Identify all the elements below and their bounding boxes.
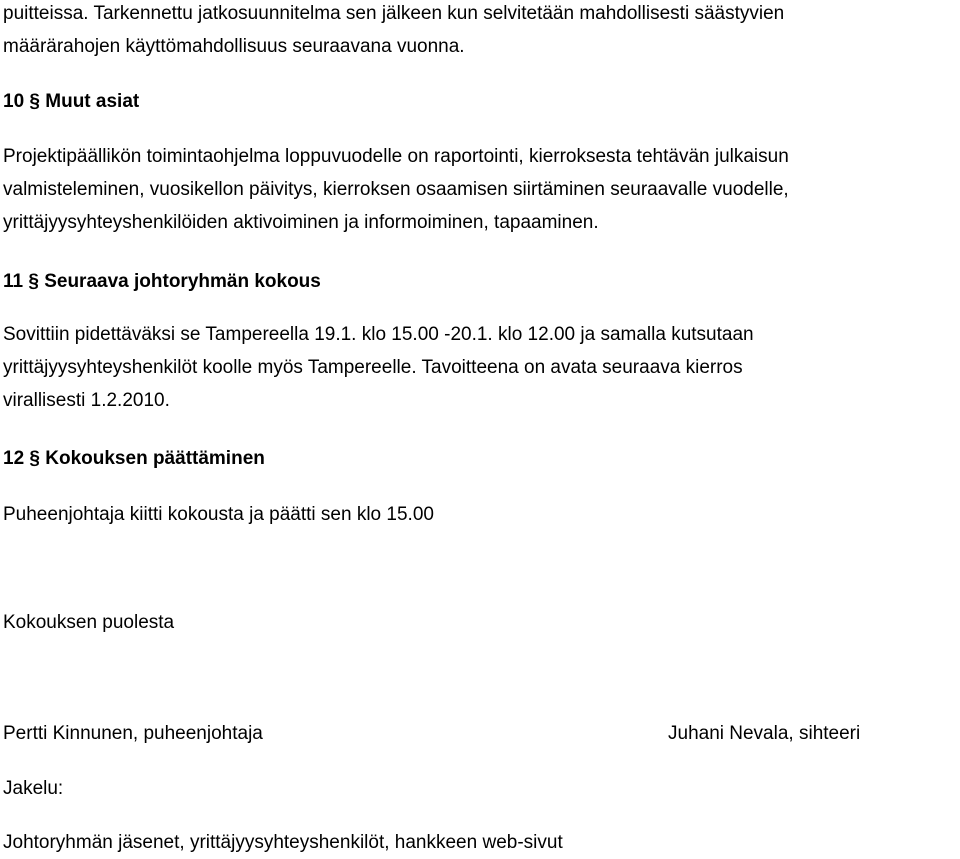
distribution-label [3, 772, 953, 805]
section-10-line-2: valmisteleminen, vuosikellon päivitys, kierroksen osaamisen siirtäminen seuraavalle vuodelle, [3, 179, 789, 200]
section-10-line-3: yrittäjyysyhteyshenkilöiden aktivoiminen ja informoiminen, tapaaminen. [3, 212, 599, 233]
section-11-line-3: virallisesti 1.2.2010. [3, 390, 170, 411]
on-behalf-text: Kokouksen puolesta [3, 612, 175, 633]
distribution-label-text: Jakelu: [3, 778, 64, 799]
section-11-heading: 11 § Seuraava johtoryhmän kokous [3, 271, 321, 292]
chair-signature: Pertti Kinnunen, puheenjohtaja [3, 723, 263, 744]
on-behalf-label [3, 606, 953, 639]
section-10-paragraph [3, 140, 953, 239]
section-11-paragraph [3, 318, 953, 417]
section-12-paragraph [3, 498, 953, 531]
section-11-line-1: Sovittiin pidettäväksi se Tampereella 19.1. klo 15.00 -20.1. klo 12.00 ja samalla kutsutaan [3, 324, 754, 345]
section-11-line-2: yrittäjyysyhteyshenkilöt koolle myös Tampereelle. Tavoitteena on avata seuraava kierros [3, 357, 743, 378]
distribution-recipients [3, 826, 953, 859]
section-12-text: Puheenjohtaja kiitti kokousta ja päätti sen klo 15.00 [3, 504, 434, 525]
secretary-signature: Juhani Nevala, sihteeri [668, 723, 861, 744]
intro-line-2: määrärahojen käyttömahdollisuus seuraavana vuonna. [3, 36, 465, 57]
section-10-heading: 10 § Muut asiat [3, 91, 140, 112]
intro-line-1: puitteissa. Tarkennettu jatkosuunnitelma sen jälkeen kun selvitetään mahdollisesti säästyvien [3, 3, 785, 24]
section-12-heading: 12 § Kokouksen päättäminen [3, 448, 265, 469]
distribution-recipients-text: Johtoryhmän jäsenet, yrittäjyysyhteyshenkilöt, hankkeen web-sivut [3, 832, 563, 853]
section-10-line-1: Projektipäällikön toimintaohjelma loppuvuodelle on raportointi, kierroksesta tehtävän julkaisun [3, 146, 789, 167]
intro-paragraph [3, 0, 953, 63]
